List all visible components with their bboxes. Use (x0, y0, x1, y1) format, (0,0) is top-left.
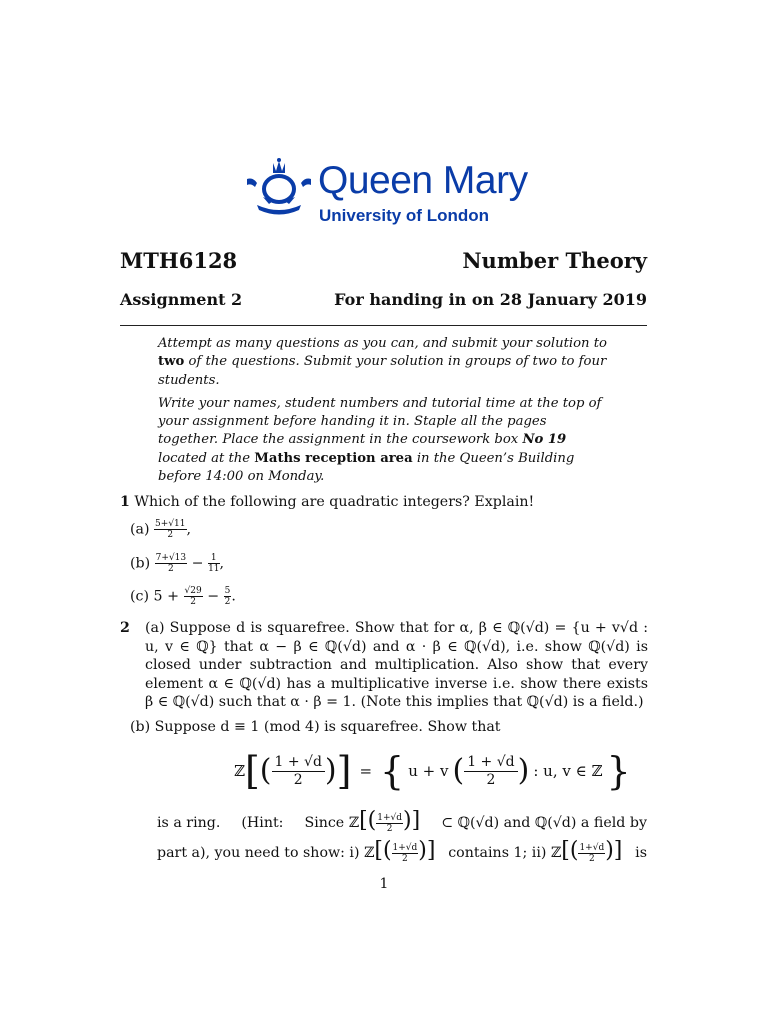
fraction-numerator: √29 (184, 586, 202, 596)
punctuation: , (219, 555, 225, 572)
part-label: (c) (130, 588, 150, 605)
fraction-numerator: 5+√11 (155, 519, 186, 529)
question-number: 1 (120, 494, 130, 510)
hint-text: is a ring. (157, 814, 221, 831)
punctuation: . (231, 588, 236, 605)
fraction-numerator: 1 (208, 553, 219, 564)
intro-bold-box: No 19 (522, 432, 567, 448)
instructions-paragraph-2 (158, 395, 610, 486)
intro-text: of the questions. Submit your solution in groups of two to four students. (158, 354, 607, 388)
fraction (208, 553, 219, 574)
fraction (155, 553, 187, 574)
course-header (120, 248, 647, 273)
course-code: MTH6128 (120, 248, 238, 273)
fraction-denominator: 2 (224, 597, 231, 607)
set-expression: u + v (408, 762, 449, 780)
page-number: 1 (379, 876, 389, 892)
right-brace: } (606, 749, 631, 793)
question-2-part-b: (b) Suppose d ≡ 1 (mod 4) is squarefree. Show that (130, 719, 501, 735)
fraction (184, 586, 203, 607)
fraction-numerator: 5 (224, 586, 231, 596)
ring-equation (234, 749, 631, 793)
question-1 (120, 493, 650, 512)
fraction-numerator: 1 + √d (272, 754, 325, 772)
part-label: (b) (130, 555, 151, 572)
hint-text: is (635, 844, 647, 861)
operator: − (191, 555, 204, 572)
hint-text: ⊂ ℚ(√d) and ℚ(√d) a field by (441, 814, 647, 831)
fraction-denominator: 2 (293, 771, 303, 788)
question-2-part-a: (a) Suppose d is squarefree. Show that for α, β ∈ ℚ(√d) = {u + v√d : u, v ∈ ℚ} that α − β ∈ ℚ(√d) and α · β ∈ ℚ(√d), i.e. show ℚ(√d) is closed under subtraction and multiplication. Also show that every element α ∈ ℚ(√d) has a multiplicative inverse i.e. show there exists β ∈ ℚ(√d) such that α · β = 1. (Note this implies that ℚ(√d) is a field.) (145, 620, 648, 710)
fraction-denominator: 2 (190, 597, 196, 607)
fraction (392, 843, 419, 864)
term: 5 + (153, 588, 179, 605)
course-title: Number Theory (462, 248, 647, 273)
q1-part-b (130, 553, 224, 574)
left-paren: ( (259, 753, 272, 788)
fraction-numerator: 1+√d (579, 842, 605, 853)
question-number: 2 (120, 620, 130, 636)
hint-text: contains 1; ii) ℤ (448, 845, 562, 862)
fraction-denominator: 2 (168, 564, 174, 574)
q1-part-c (130, 586, 236, 607)
hint-line-1 (157, 808, 647, 838)
hint-text: (Hint: (241, 814, 284, 831)
q1-part-a (130, 519, 191, 540)
fraction-denominator: 11 (208, 564, 220, 574)
set-condition: : u, v ∈ ℤ (533, 762, 603, 780)
fraction-denominator: 2 (402, 853, 408, 864)
intro-text: located at the (158, 450, 251, 466)
intro-text: in the Queen’s Building before 14:00 on Monday. (158, 450, 575, 485)
fraction-numerator: 1 + √d (464, 754, 517, 772)
integers-symbol: ℤ (234, 762, 245, 780)
operator: − (207, 588, 220, 605)
left-brace: { (380, 749, 405, 793)
hint-block (157, 808, 647, 868)
intro-text: Place the assignment in the coursework box (222, 432, 519, 448)
hint-text: part a), you need to show: i) ℤ (157, 845, 375, 862)
part-label: (a) (130, 521, 150, 538)
question-text: Which of the following are quadratic integers? Explain! (134, 494, 535, 510)
logo-name: Queen Mary (318, 159, 528, 202)
fraction-denominator: 2 (486, 771, 496, 788)
fraction-denominator: 2 (167, 530, 174, 540)
right-paren: ) (517, 753, 530, 788)
university-logo (243, 157, 533, 229)
intro-text: Write your names, student numbers and tutorial time at the top of your assignment before handing it in. Staple all the pages together. (158, 395, 602, 448)
deadline: For handing in on 28 January 2019 (334, 290, 647, 309)
intro-bold-location: Maths reception area (254, 450, 413, 466)
left-double-bracket: [ (244, 749, 260, 793)
intro-bold-two: two (158, 354, 185, 370)
fraction-numerator: 7+√13 (155, 553, 187, 563)
fraction-denominator: 2 (588, 853, 595, 864)
logo-subtitle: University of London (319, 206, 489, 225)
fraction (376, 813, 403, 834)
hint-text: contains 1; ii) ℤ[( $\frac{1+√d}{2}$ )] (448, 838, 623, 864)
header-rule (120, 325, 647, 326)
assignment-header (120, 290, 647, 309)
fraction-numerator: 1+√d (377, 812, 403, 823)
instructions-paragraph-1 (158, 335, 610, 390)
intro-text: Attempt as many questions as you can, and submit your solution to (158, 336, 607, 351)
crown-q-crest-icon (243, 157, 315, 217)
punctuation: , (186, 521, 192, 538)
fraction-denominator: 2 (386, 823, 393, 834)
fraction-numerator: 1+√d (392, 842, 418, 853)
hint-text: Since ℤ[( $\frac{1+√d}{2}$ )] (304, 808, 421, 834)
hint-line-2 (157, 838, 647, 868)
hint-text: Since ℤ (304, 815, 360, 832)
fraction (154, 519, 186, 540)
right-double-bracket: ] (336, 749, 352, 793)
right-paren: ) (324, 753, 337, 788)
fraction (464, 754, 517, 789)
equals-sign: = (359, 762, 373, 780)
left-paren: ( (452, 753, 465, 788)
assignment-title: Assignment 2 (120, 290, 243, 309)
instructions (158, 335, 610, 491)
fraction (578, 843, 605, 864)
fraction (272, 754, 325, 789)
hint-text: part a), you need to show: i) ℤ[( $\frac{1+√d}{2}$ )] (157, 838, 436, 864)
